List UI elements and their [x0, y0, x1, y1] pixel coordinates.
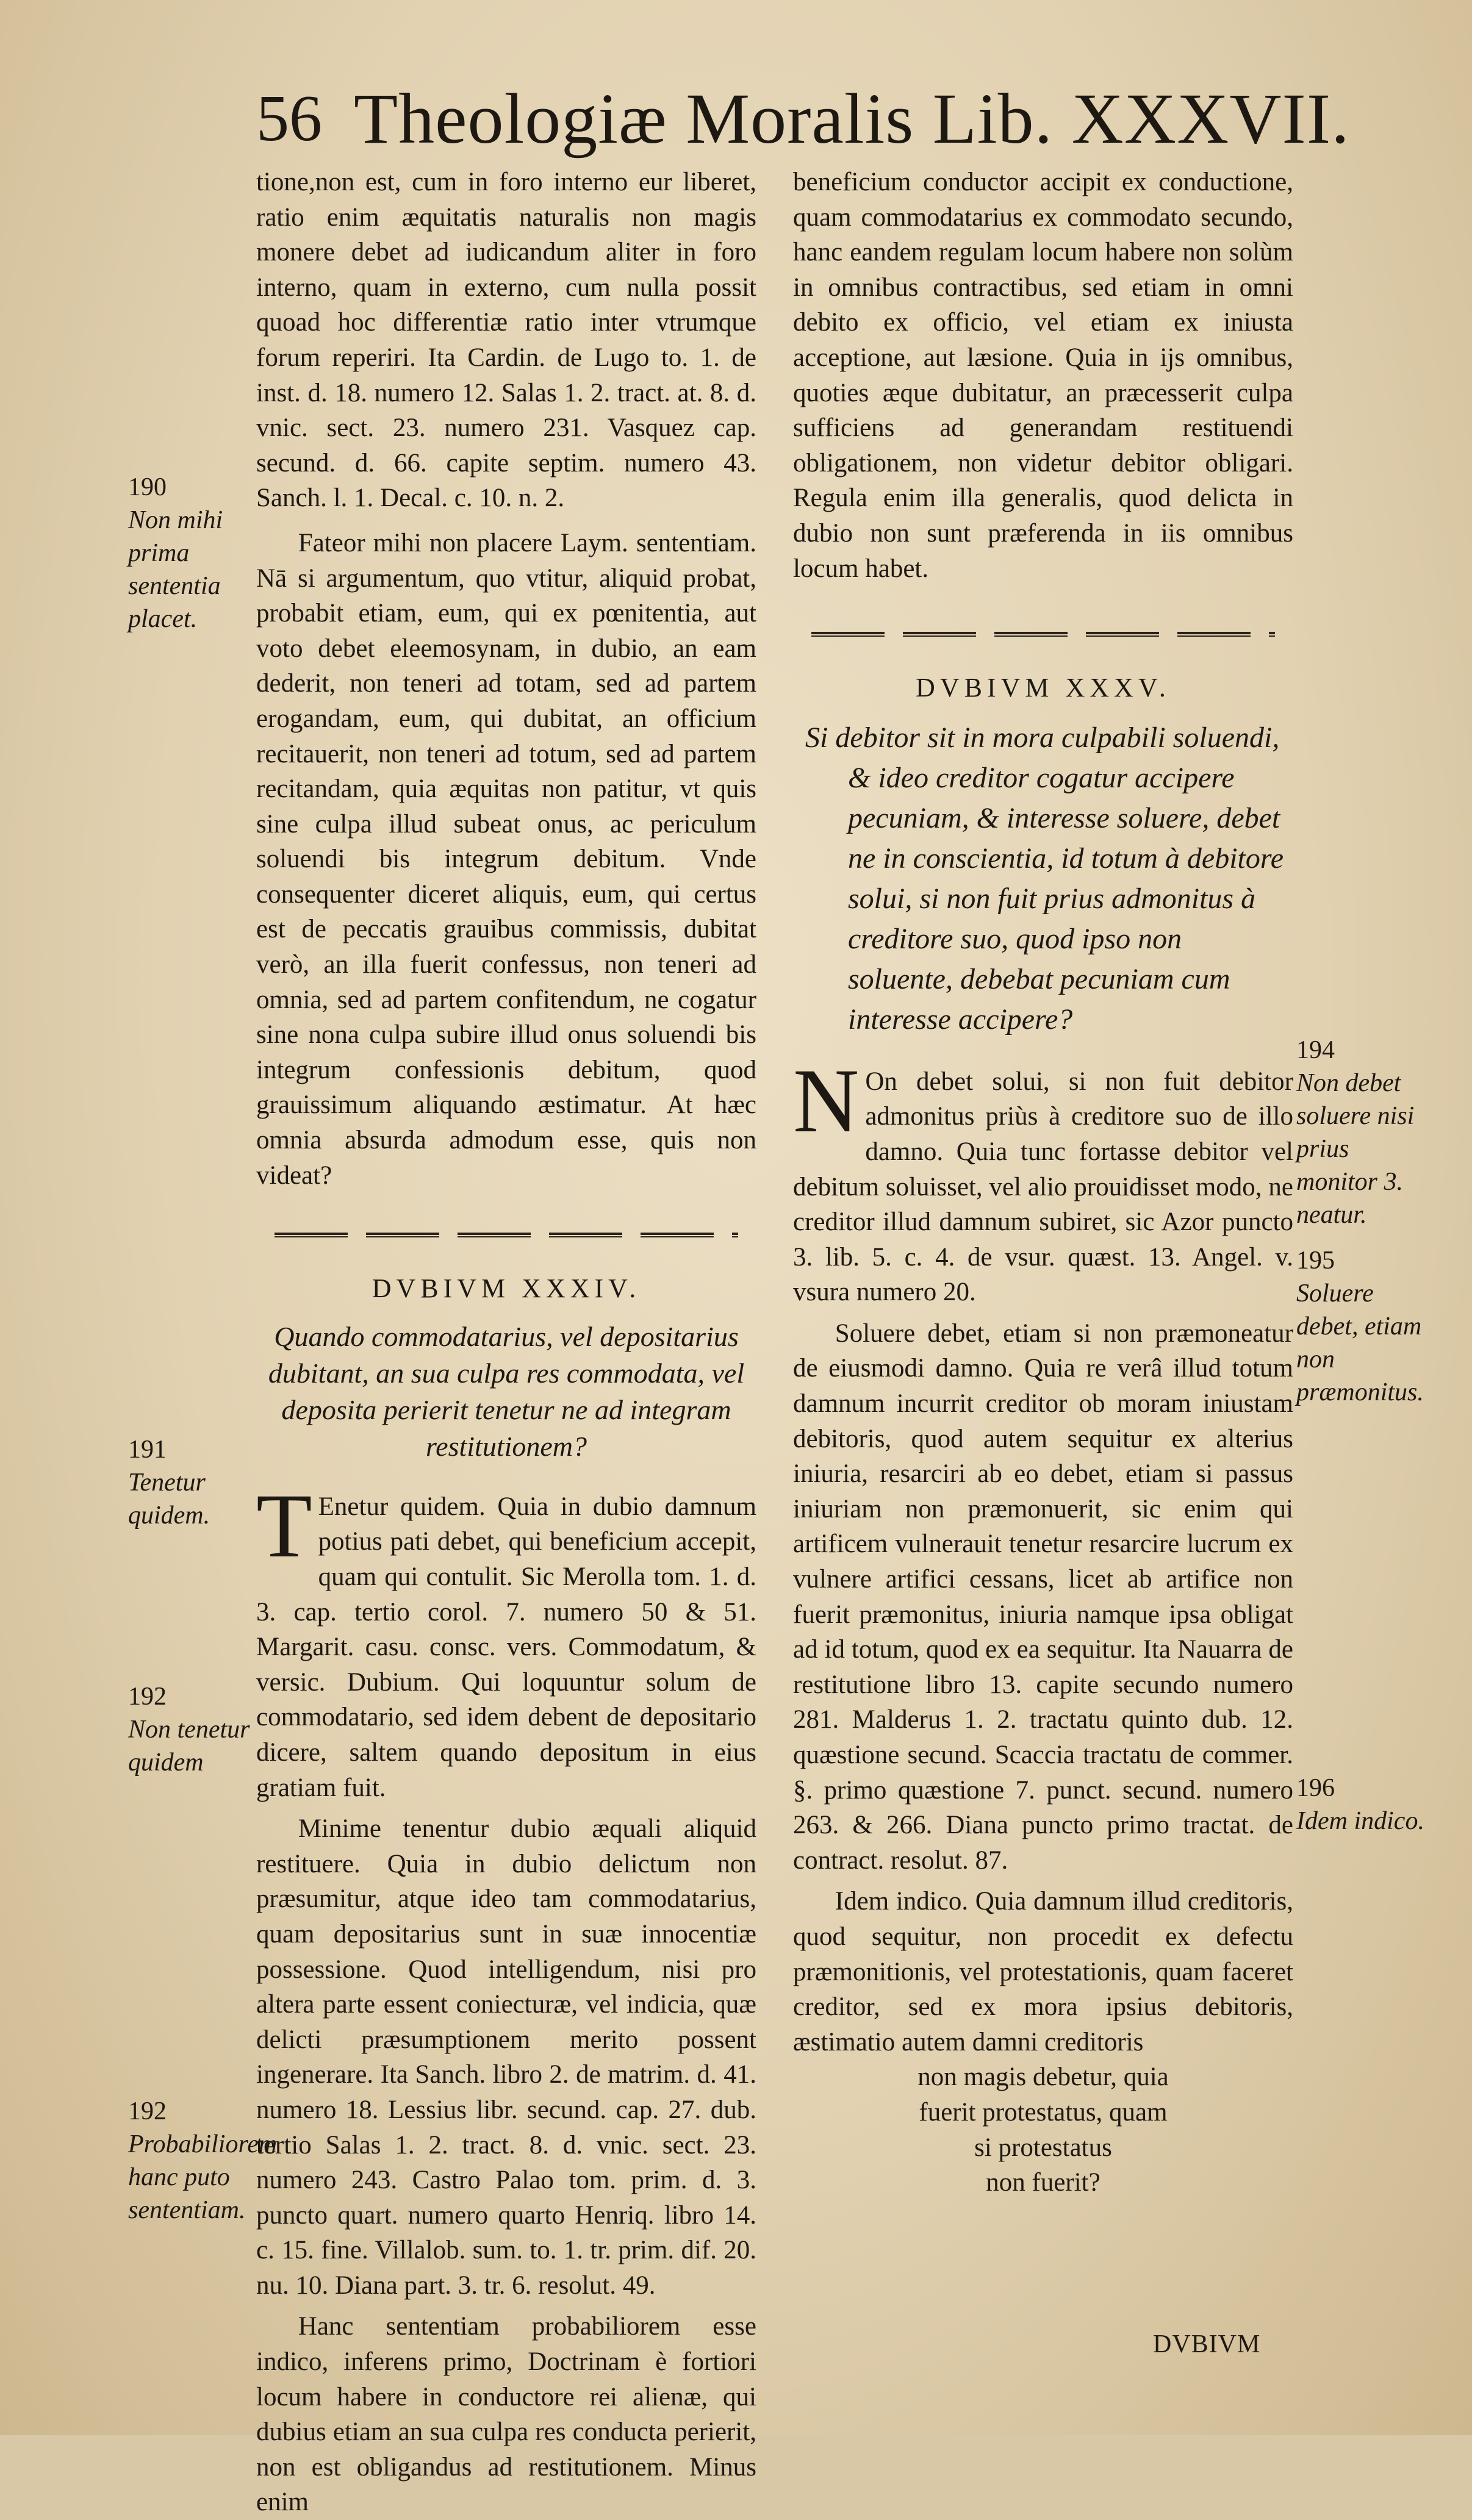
section-question: Quando commodatarius, vel depositarius dubitant, an sua culpa res commodata, vel deposita perierit tenetur ne ad integram restitutionem?	[268, 1320, 745, 1462]
paragraph: Fateor mihi non placere Laym. sententiam. Nā si argumentum, quo vtitur, aliquid probat, probabit etiam, eum, qui ex pœnitentia, aut voto debet eleemosynam, in dubio, an eam dederit, non teneri ad totam, sed ad partem erogandam, eum, qui dubitat, an officium recitauerit, non teneri ad totum, sed ad partem recitandam, quia æquitas non patitur, vt quis sine culpa illud subeat onus, ac periculum soluendi bis integrum debitum. Vnde consequenter diceret aliquis, eum, qui certus est de peccatis grauibus commissis, dubitat verò, an illa fuerit confessus, non teneri ad omnia, sed ad partem confitendum, ne cogatur sine nona culpa subire illud onus soluendi bis integrum confessionis debitum, quod grauissimum aliquando æstimatur. At hæc omnia absurda admodum esse, quis non videat?	[256, 528, 756, 1190]
paragraph-text: Enetur quidem. Quia in dubio damnum potius pati debet, qui beneficium accepit, quam qui contulit. Sic Merolla tom. 1. d. 3. cap. tertio corol. 7. numero 50 & 51. Margarit. casu. consc. vers. Commodatum, & versic. Dubium. Qui loquuntur solum de commodatario, sed idem debent de depositario dicere, saltem quando depositum in eius gratiam fuit.	[256, 1492, 756, 1802]
note-text: Non mihi prima sententia placet.	[128, 506, 223, 633]
note-text: Non debet soluere nisi prius monitor 3. neatur.	[1296, 1069, 1415, 1229]
section-title: DVBIVM XXXIV.	[372, 1273, 641, 1304]
running-title: Theologiæ Moralis Lib. XXXVII.	[354, 79, 1350, 159]
paragraph: tione,non est, cum in foro interno eur liberet, ratio enim æquitatis naturalis non magis monere debet ad iudicandum aliter in foro interno, quam in externo, cum nulla possit quoad hoc differentiæ ratio inter vtrumque forum reperiri. Ita Cardin. de Lugo to. 1. de inst. d. 18. numero 12. Salas 1. 2. tract. at. 8. d. vnic. sect. 23. numero 231. Vasquez cap. secund. d. 66. capite septim. numero 43. Sanch. l. 1. Decal. c. 10. n. 2.	[256, 168, 756, 513]
margin-note-191	[128, 1433, 250, 1532]
note-text: Probabiliorem hanc puto sententiam.	[128, 2130, 278, 2224]
note-number: 190	[128, 473, 167, 501]
paragraph: Minime tenentur dubio æquali aliquid restituere. Quia in dubio delictum non præsumitur, atque ideo tam commodatarius, quam depositarius sunt in suæ innocentiæ possessione. Quod intelligendum, nisi pro altera parte essent coniecturæ, vel indicia, quæ delicti præsumptionem merito possent ingenerare. Ita Sanch. libro 2. de matrim. d. 41. numero 18. Lessius libr. secund. cap. 27. dub. tertio Salas 1. 2. tract. 8. d. vnic. sect. 23. numero 243. Castro Palao tom. prim. d. 3. puncto quart. numero quarto Henriq. libro 14. c. 15. fine. Villalob. sum. to. 1. tr. prim. dif. 20. nu. 10. Diana part. 3. tr. 6. resolut. 49.	[256, 1814, 756, 2300]
margin-note-192b	[128, 2095, 278, 2227]
right-column	[793, 165, 1293, 2200]
note-text: Idem indico.	[1296, 1807, 1424, 1835]
note-number: 192	[128, 1683, 167, 1711]
taper-line: fuerit protestatus, quam	[919, 2097, 1168, 2127]
margin-note-190	[128, 471, 250, 635]
drop-cap: T	[256, 1475, 312, 1577]
paragraph-text: On debet solui, si non fuit debitor admonitus priùs à creditore suo de illo damno. Quia tunc fortasse debitor vel debitum soluisset, vel alio prouidisset modo, ne creditor illud damnum subiret, sic Azor puncto 3. lib. 5. c. 4. de vsur. quæst. 13. Angel. v. vsura numero 20.	[793, 1067, 1293, 1307]
margin-note-196	[1296, 1772, 1424, 1838]
paragraph: Idem indico. Quia damnum illud creditoris, quod sequitur, non procedit ex defectu præmonitionis, vel protestationis, quam faceret creditor, sed ex mora ipsius debitoris, æstimatio autem damni creditoris	[793, 1887, 1293, 2056]
note-text: Soluere debet, etiam non præmonitus.	[1296, 1280, 1424, 1406]
margin-note-194	[1296, 1034, 1424, 1231]
note-text: Tenetur quidem.	[128, 1469, 210, 1530]
margin-note-192a	[128, 1680, 250, 1779]
taper-line: si protestatus	[974, 2133, 1112, 2162]
page-number: 56	[256, 82, 322, 155]
tapered-ending	[793, 2060, 1293, 2200]
margin-note-195	[1296, 1244, 1424, 1409]
paragraph-with-dropcap	[793, 1050, 1293, 1310]
catchword: DVBIVM	[1153, 2330, 1261, 2358]
paragraph: Soluere debet, etiam si non præmoneatur de eiusmodi damno. Quia re verâ illud totum damnum incurrit creditor ob moram iniustam debitoris, quod autem sequitur ex alterius iniuria, resarciri ab eo debet, etiam si passus iniuriam non præmonuerit, sic enim qui artificem vulnerauit tenetur resarcire lucrum ex vulnere artifici cessans, licet ab artifice non fuerit præmonitus, iniuria namque ipsa obligat ad id totum, quod ex ea sequitur. Ita Nauarra de restitutione libro 13. capite secundo numero 281. Malderus 1. 2. tractatu quinto dub. 12. quæstione secund. Scaccia tractatu de commer. §. primo quæstione 7. punct. secund. numero 263. & 266. Diana puncto primo tractat. de contract. resolut. 87.	[793, 1319, 1293, 1875]
ornamental-rule	[811, 629, 1275, 640]
note-number: 191	[128, 1436, 167, 1464]
drop-cap: N	[793, 1050, 860, 1151]
paragraph: beneficium conductor accipit ex conductione, quam commodatarius ex commodato secundo, hanc eandem regulam locum habere non solùm in omnibus contractibus, sed etiam in omni debito ex officio, vel etiam ex iniusta acceptione, aut læsione. Quia in ijs omnibus, quoties æque dubitatur, an præcesserit culpa sufficiens ad generandam restituendi obligationem, non videtur debitor obligari. Regula enim illa generalis, quod delicta in dubio non sunt præferenda in iis omnibus locum habet.	[793, 168, 1293, 583]
ornamental-rule	[275, 1230, 738, 1240]
note-number: 195	[1296, 1247, 1335, 1275]
question-continuation: & ideo creditor cogatur accipere pecuniam, & interesse soluere, debet ne in conscientia, id totum à debitore solui, si non fuit prius admonitus à creditore suo, quod ipso non soluente, debebat pecuniam cum interesse accipere?	[848, 761, 1284, 1036]
section-title: DVBIVM XXXV.	[916, 673, 1171, 703]
question-first-line: Si debitor sit in mora culpabili soluendi,	[805, 721, 1280, 754]
running-header	[0, 76, 1472, 162]
note-number: 194	[1296, 1036, 1335, 1064]
taper-line: non magis debetur, quia	[917, 2063, 1169, 2092]
note-number: 192	[128, 2097, 167, 2125]
paragraph: Hanc sententiam probabiliorem esse indico, inferens primo, Doctrinam è fortiori locum habere in conductore rei alienæ, qui dubius etiam an sua culpa res conducta perierit, non est obligandus ad restitutionem. Minus enim	[256, 2312, 756, 2517]
note-number: 196	[1296, 1774, 1335, 1802]
section-question	[805, 718, 1287, 1040]
paragraph-with-dropcap	[256, 1475, 756, 1805]
note-text: Non tenetur quidem	[128, 1716, 250, 1777]
left-column	[256, 165, 756, 2520]
taper-line: non fuerit?	[986, 2168, 1100, 2197]
